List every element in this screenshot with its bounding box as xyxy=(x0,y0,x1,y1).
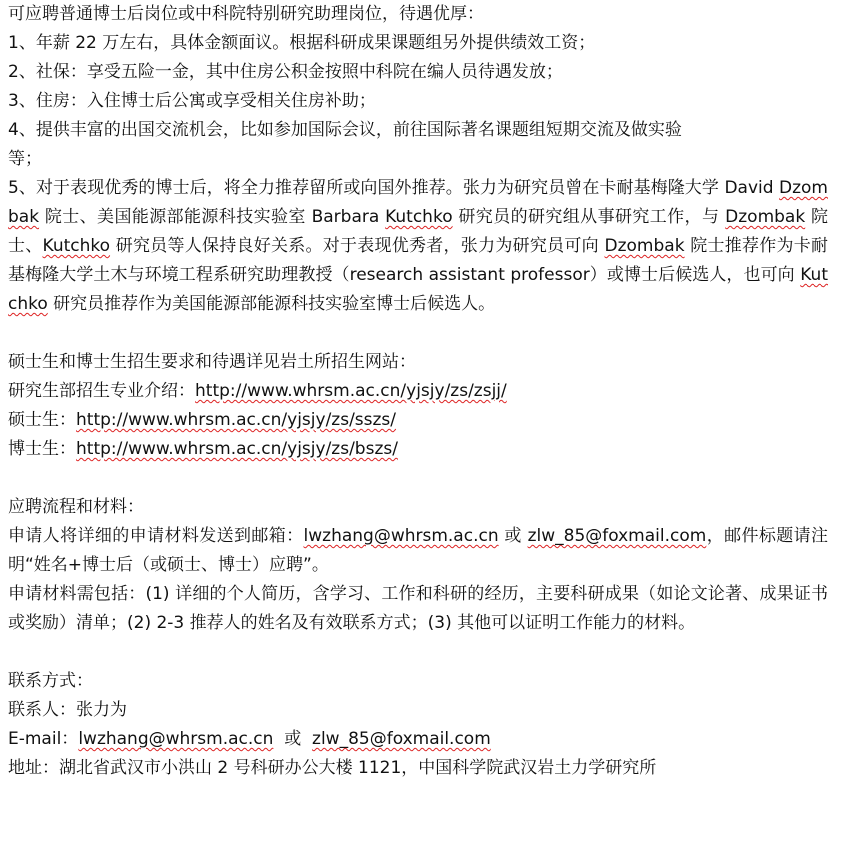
blank-line xyxy=(8,319,828,348)
benefit-item-5-text: 院士、 xyxy=(8,207,828,256)
contact-person: 联系人：张力为 xyxy=(8,700,127,720)
name-kutchko: Kutchko xyxy=(385,207,453,227)
admissions-master-link[interactable]: http://www.whrsm.ac.cn/yjsjy/zs/sszs/ xyxy=(76,410,397,430)
admissions-master-label: 硕士生： xyxy=(8,410,76,430)
benefit-item-5-text: 研究员等人保持良好关系。对于表现优秀者，张力为研究员可向 xyxy=(110,236,605,256)
benefit-item-4-line-2: 等； xyxy=(8,149,42,169)
contact-address: 地址：湖北省武汉市小洪山 2 号科研办公大楼 1121，中国科学院武汉岩土力学研究所 xyxy=(8,758,657,778)
benefits-heading: 可应聘普通博士后岗位或中科院特别研究助理岗位，待遇优厚： xyxy=(8,4,484,24)
application-instructions xyxy=(8,522,828,580)
application-text: ，邮件标题请注明“姓名+博士后（或硕士、博士）应聘”。 xyxy=(8,526,829,575)
benefit-item-5-text: 院士、美国能源部能源科技实验室 Barbara xyxy=(39,207,386,227)
name-dzombak: Dzombak xyxy=(604,236,685,256)
benefit-item-5-text: 研究员推荐作为美国能源部能源科技实验室博士后候选人。 xyxy=(47,294,496,314)
admissions-heading: 硕士生和博士生招生要求和待遇详见岩土所招生网站： xyxy=(8,352,416,372)
name-kutchko: Kutchko xyxy=(8,265,828,314)
admissions-phd-label: 博士生： xyxy=(8,439,76,459)
application-or: 或 xyxy=(498,526,528,546)
contact-email-label: E-mail： xyxy=(8,729,79,749)
application-text: 申请人将详细的申请材料发送到邮箱： xyxy=(8,526,304,546)
admissions-phd-link[interactable]: http://www.whrsm.ac.cn/yjsjy/zs/bszs/ xyxy=(76,439,398,459)
contact-or: 或 xyxy=(273,729,313,749)
admissions-intro-row xyxy=(8,377,828,406)
admissions-phd-row xyxy=(8,435,828,464)
blank-line xyxy=(8,464,828,493)
benefit-item-2: 2、社保：享受五险一金，其中住房公积金按照中科院在编人员待遇发放； xyxy=(8,62,563,82)
name-dzombak: Dzombak xyxy=(725,207,806,227)
benefit-item-3: 3、住房：入住博士后公寓或享受相关住房补助； xyxy=(8,91,376,111)
benefit-item-1: 1、年薪 22 万左右，具体金额面议。根据科研成果课题组另外提供绩效工资； xyxy=(8,33,596,53)
contact-email-row xyxy=(8,725,828,754)
admissions-intro-label: 研究生部招生专业介绍： xyxy=(8,381,195,401)
benefit-item-5-text: 5、对于表现优秀的博士后，将全力推荐留所或向国外推荐。张力为研究员曾在卡耐基梅隆大学 David xyxy=(8,178,780,198)
name-kutchko: Kutchko xyxy=(42,236,111,256)
contact-email-2[interactable]: zlw_85@foxmail.com xyxy=(312,729,491,749)
benefit-item-5 xyxy=(8,174,828,319)
benefit-item-5-text: 院士推荐作为卡耐基梅隆大学土木与环境工程系研究助理教授（research assistant professor）或博士后候选人，也可向 xyxy=(8,236,828,285)
blank-line xyxy=(8,638,828,667)
contact-email-1[interactable]: lwzhang@whrsm.ac.cn xyxy=(78,729,274,749)
application-email-2[interactable]: zlw_85@foxmail.com xyxy=(527,526,707,546)
benefit-item-5-text: 研究员的研究组从事研究工作，与 xyxy=(452,207,726,227)
admissions-master-row xyxy=(8,406,828,435)
benefit-item-4-line-1: 4、提供丰富的出国交流机会，比如参加国际会议，前往国际著名课题组短期交流及做实验 xyxy=(8,120,682,140)
application-materials: 申请材料需包括：(1) 详细的个人简历，含学习、工作和科研的经历，主要科研成果（如论文论著、成果证书或奖励）清单；(2) 2-3 推荐人的姓名及有效联系方式；(3) 其他可以证明工作能力的材料。 xyxy=(8,584,828,633)
application-heading: 应聘流程和材料： xyxy=(8,497,144,517)
name-dzombak: Dzombak xyxy=(8,178,828,227)
admissions-intro-link[interactable]: http://www.whrsm.ac.cn/yjsjy/zs/zsjj/ xyxy=(195,381,507,401)
contact-heading: 联系方式： xyxy=(8,671,93,691)
application-email-1[interactable]: lwzhang@whrsm.ac.cn xyxy=(303,526,499,546)
